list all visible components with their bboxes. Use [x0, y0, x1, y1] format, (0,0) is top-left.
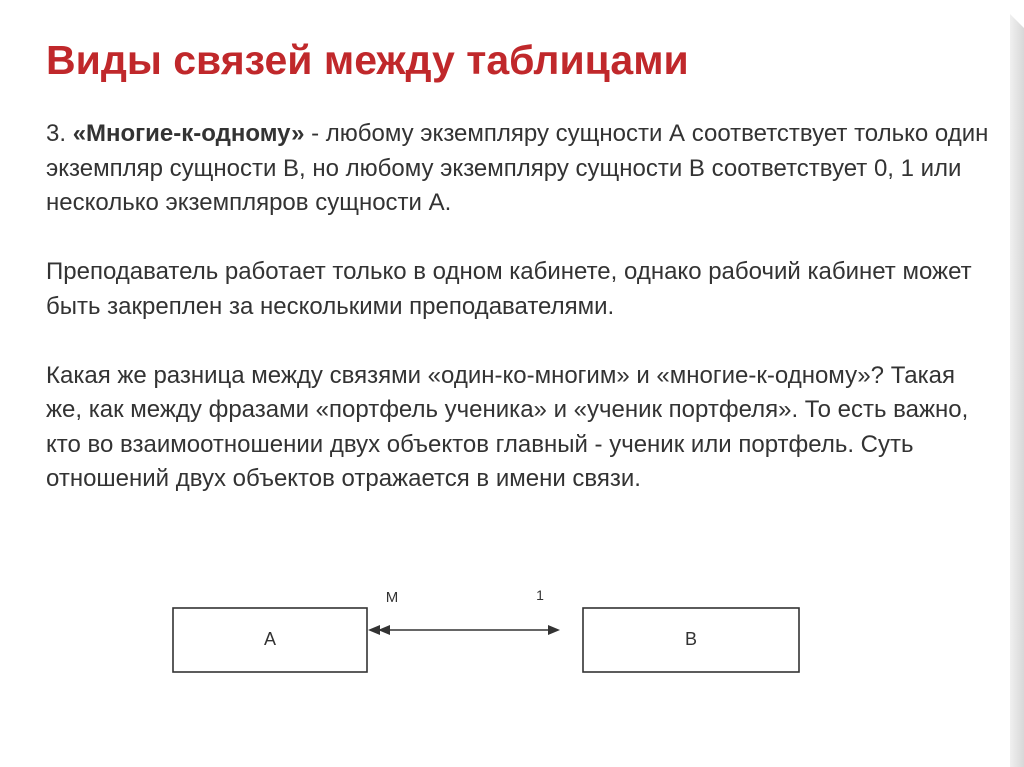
list-number: 3. [46, 120, 67, 147]
er-diagram-svg [160, 585, 820, 695]
paragraph-many-to-one [46, 117, 996, 221]
page-fold-corner [996, 0, 1024, 28]
slide-body [46, 117, 996, 497]
paragraph-example: Преподаватель работает только в одном кабинете, однако рабочий кабинет может быть закреплен за несколькими преподавателями. [46, 258, 972, 320]
cardinality-one-label: 1 [536, 587, 544, 603]
entity-b-label: B [684, 628, 698, 649]
cardinality-many-label: M [385, 589, 399, 606]
term-many-to-one: «Многие-к-одному» [72, 120, 305, 147]
paragraph-difference: Какая же разница между связями «один-ко-многим» и «многие-к-одному»? Такая же, как между фразами «портфель ученика» и «ученик портфеля». То есть важно, кто во взаимоотношении двух объектов главный - ученик или портфель. Суть отношений двух объектов отражается в имени связи. [46, 361, 969, 492]
one-arrowhead [548, 625, 560, 635]
definition-text: - любому экземпляру сущности А соответствует только один экземпляр сущности В, но любому экземпляру сущности В соответствует 0, 1 или несколько экземпляров сущности А. [46, 120, 989, 216]
slide-title: Виды связей между таблицами [46, 37, 689, 83]
er-diagram [160, 585, 820, 695]
slide-edge-shadow [1010, 0, 1024, 767]
entity-a-label: A [263, 628, 277, 649]
